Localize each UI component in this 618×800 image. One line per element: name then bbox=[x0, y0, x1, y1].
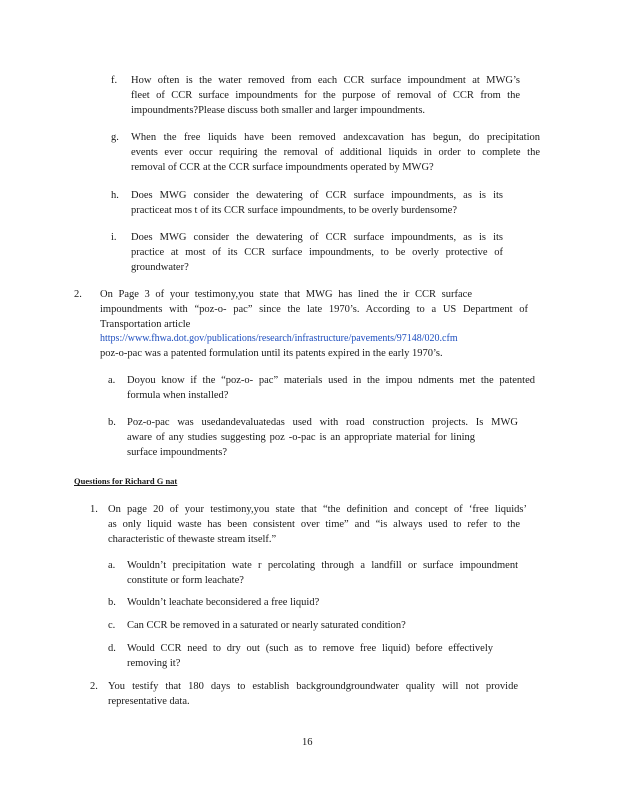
q2-line-3: Transportation article bbox=[100, 319, 191, 330]
section-q2-line-2: representative data. bbox=[108, 696, 190, 707]
list-marker: d. bbox=[108, 643, 116, 654]
list-marker: a. bbox=[108, 375, 116, 386]
q2-b-line-2: aware of any studies suggesting poz -o-pac is an appropriate material for lining bbox=[127, 432, 475, 443]
section-a-line-1: Wouldn’t precipitation wate r percolating through a landfill or surface impoundment bbox=[127, 560, 518, 571]
q2-b-line-1: Poz-o-pac was usedandevaluatedas used with road construction projects. Is MWG bbox=[127, 417, 518, 428]
section-b-line-1: Wouldn’t leachate beconsidered a free liquid? bbox=[127, 597, 320, 608]
item-h-line-1: Does MWG consider the dewatering of CCR surface impoundments, as is its bbox=[131, 190, 503, 201]
item-h-line-2: practiceat mos t of its CCR surface impoundments, to be overly burdensome? bbox=[131, 205, 458, 216]
item-g-line-1: When the free liquids have been removed andexcavation has begun, do precipitation bbox=[131, 132, 540, 143]
section-d-line-1: Would CCR need to dry out (such as to remove free liquid) before effectively bbox=[127, 643, 493, 654]
list-marker: i. bbox=[111, 232, 117, 243]
list-marker: 2. bbox=[74, 289, 82, 300]
section-a-line-2: constitute or form leachate? bbox=[127, 575, 244, 586]
q2-line-after-link: poz-o-pac was a patented formulation until its patents expired in the early 1970’s. bbox=[100, 348, 443, 359]
item-g-line-2: events ever occur requiring the removal of additional liquids in order to complete the bbox=[131, 147, 540, 158]
list-marker: a. bbox=[108, 560, 116, 571]
list-marker: c. bbox=[108, 620, 116, 631]
q2-b-line-3: surface impoundments? bbox=[127, 447, 228, 458]
item-g-line-3: removal of CCR at the CCR surface impoundments operated by MWG? bbox=[131, 162, 434, 173]
section-d-line-2: removing it? bbox=[127, 658, 181, 669]
list-marker: 1. bbox=[90, 504, 98, 515]
list-marker: b. bbox=[108, 417, 116, 428]
section-q2-line-1: You testify that 180 days to establish backgroundgroundwater quality will not provide bbox=[108, 681, 518, 692]
q2-line-2: impoundments with “poz-o- pac” since the late 1970’s. According to a US Department of bbox=[100, 304, 528, 315]
item-f-line-3: impoundments?Please discuss both smaller and larger impoundments. bbox=[131, 105, 426, 116]
page-number: 16 bbox=[302, 737, 313, 748]
q2-a-line-1: Doyou know if the “poz-o- pac” materials used in the impou ndments met the patented bbox=[127, 375, 535, 386]
section-c-line-1: Can CCR be removed in a saturated or nearly saturated condition? bbox=[127, 620, 406, 631]
item-i-line-1: Does MWG consider the dewatering of CCR surface impoundments, as is its bbox=[131, 232, 503, 243]
section-q1-line-1: On page 20 of your testimony,you state that “the definition and concept of ‘free liquids’ bbox=[108, 504, 527, 515]
fhwa-article-link[interactable]: https://www.fhwa.dot.gov/publications/research/infrastructure/pavements/97148/020.cfm bbox=[100, 333, 458, 344]
list-marker: g. bbox=[111, 132, 119, 143]
section-heading: Questions for Richard G nat bbox=[74, 476, 178, 486]
section-q1-line-3: characteristic of thewaste stream itself.” bbox=[108, 534, 277, 545]
list-marker: b. bbox=[108, 597, 116, 608]
section-q1-line-2: as only liquid waste has been consistent over time” and “is always used to refer to the bbox=[108, 519, 520, 530]
item-i-line-3: groundwater? bbox=[131, 262, 189, 273]
q2-line-1: On Page 3 of your testimony,you state that MWG has lined the ir CCR surface bbox=[100, 289, 472, 300]
list-marker: f. bbox=[111, 75, 118, 86]
list-marker: 2. bbox=[90, 681, 98, 692]
list-marker: h. bbox=[111, 190, 119, 201]
item-f-line-2: fleet of CCR surface impoundments for the purpose of removal of CCR from the bbox=[131, 90, 520, 101]
item-f-line-1: How often is the water removed from each CCR surface impoundment at MWG’s bbox=[131, 75, 520, 86]
item-i-line-2: practice at most of its CCR surface impoundments, to be overly protective of bbox=[131, 247, 503, 258]
q2-a-line-2: formula when installed? bbox=[127, 390, 229, 401]
